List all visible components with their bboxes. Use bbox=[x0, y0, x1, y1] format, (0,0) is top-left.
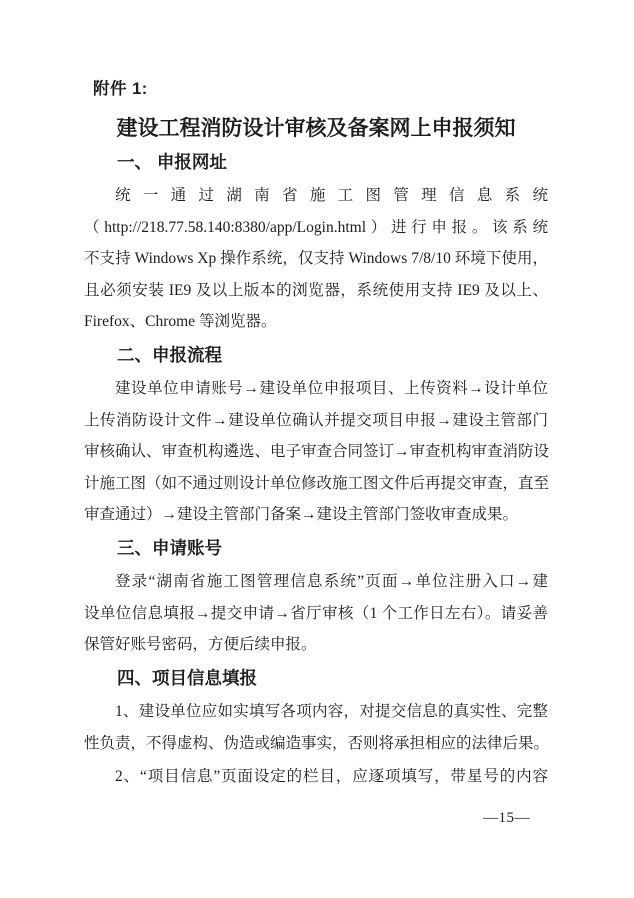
paragraph-line: Firefox、Chrome 等浏览器。 bbox=[84, 313, 277, 330]
paragraph-line: 审查通过）→建设主管部门备案→建设主管部门签收审查成果。 bbox=[84, 506, 519, 523]
paragraph-info-item-2 bbox=[84, 761, 548, 793]
paragraph-line: 统一通过湖南省施工图管理信息系统 bbox=[115, 187, 548, 204]
paragraph-line: 审核确认、审查机构遴选、电子审查合同签订→审查机构审查消防设 bbox=[84, 443, 550, 460]
paragraph-line: 保管好账号密码，方便后续申报。 bbox=[84, 636, 317, 653]
paragraph-line: 建设单位申请账号→建设单位申报项目、上传资料→设计单位 bbox=[115, 380, 548, 397]
section-heading-1: 一、 申报网址 bbox=[117, 151, 227, 172]
paragraph-info-item-1 bbox=[84, 696, 548, 759]
paragraph-line: 2、“项目信息”页面设定的栏目，应逐项填写，带星号的内容 bbox=[115, 768, 548, 785]
attachment-label: 附件 1: bbox=[93, 80, 148, 98]
paragraph-line: 不支持 Windows Xp 操作系统，仅支持 Windows 7/8/10 环境下使用， bbox=[84, 250, 548, 267]
paragraph-account bbox=[84, 566, 548, 661]
paragraph-line: 登录“湖南省施工图管理信息系统”页面→单位注册入口→建 bbox=[115, 573, 548, 590]
paragraph-line: 计施工图（如不通过则设计单位修改施工图文件后再提交审查，直至 bbox=[84, 474, 550, 492]
paragraph-line: 设单位信息填报→提交申请→省厅审核（1 个工作日左右）。请妥善 bbox=[84, 604, 548, 622]
section-heading-2: 二、申报流程 bbox=[117, 344, 222, 365]
paragraph-process bbox=[84, 373, 548, 531]
section-heading-3: 三、申请账号 bbox=[117, 537, 222, 558]
paragraph-line-url: （http://218.77.58.140:8380/app/Login.html）进行申报。该系统 bbox=[84, 218, 548, 236]
paragraph-line: 1、建设单位应如实填写各项内容，对提交信息的真实性、完整 bbox=[115, 703, 548, 720]
document-title: 建设工程消防设计审核及备案网上申报须知 bbox=[116, 116, 516, 140]
paragraph-line: 上传消防设计文件→建设单位确认并提交项目申报→建设主管部门 bbox=[84, 411, 548, 429]
section-heading-4: 四、项目信息填报 bbox=[117, 667, 257, 688]
paragraph-line: 且必须安装 IE9 及以上版本的浏览器，系统使用支持 IE9 及以上、 bbox=[84, 281, 548, 299]
paragraph-website bbox=[84, 180, 548, 338]
page-number: —15— bbox=[483, 810, 530, 826]
paragraph-line: 性负责，不得虚构、伪造或编造事实，否则将承担相应的法律后果。 bbox=[84, 734, 550, 752]
